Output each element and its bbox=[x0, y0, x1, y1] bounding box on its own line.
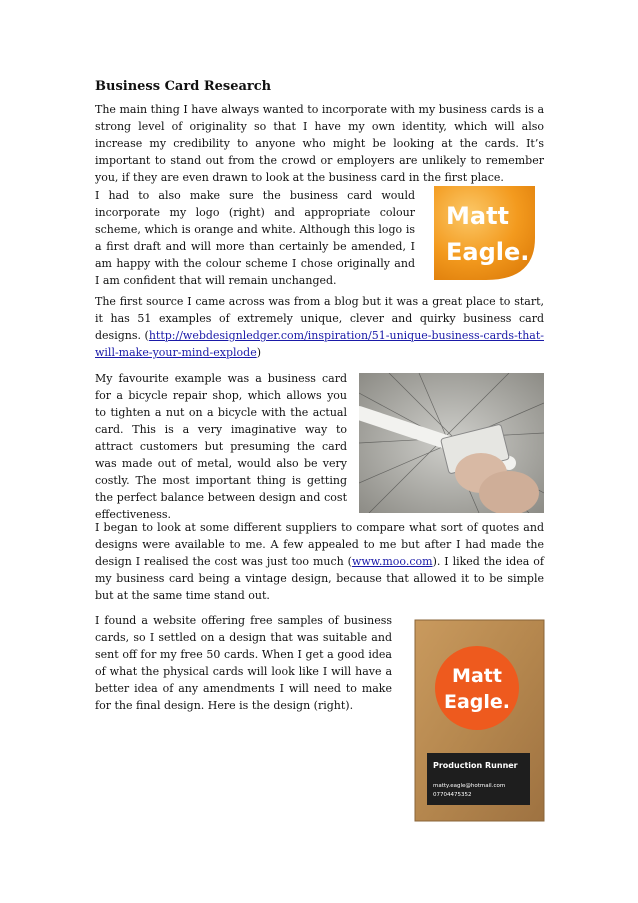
paragraph-bicycle-example: My favourite example was a business card for a bicycle repair shop, which allows you to tighten a nut on a bicycle with the actual card. This is a very imaginative way to attract customers but presuming the card was made out of metal, would also be very costly. The most important thing is getting the perfect balance between design and cost effectiveness. bbox=[95, 372, 347, 521]
blog-source-link[interactable]: http://webdesignledger.com/inspiration/51-unique-business-cards-that-will-make-your-mind-explode bbox=[95, 329, 544, 359]
suppliers-end: ). I liked the idea of my business card being a vintage design, because that allowed it to be simple but at the same time stand out. bbox=[95, 555, 544, 602]
business-card-design-photo bbox=[413, 618, 546, 823]
card-role: Production Runner bbox=[433, 761, 518, 770]
suppliers-text: I began to look at some different suppliers to compare what sort of quotes and designs were available to me. A few appealed to me but after I had made the design I realised the cost was just too much ( bbox=[95, 521, 544, 568]
moo-link[interactable]: www.moo.com bbox=[351, 555, 433, 568]
card-text-line2: Eagle. bbox=[443, 691, 511, 713]
logo-text-line2: Eagle. bbox=[446, 238, 530, 266]
paragraph-free-samples: I found a website offering free samples of business cards, so I settled on a design that was suitable and sent off for my free 50 cards. When I get a good idea of what the physical cards will look like I will have a better idea of any amendments I will need to make for the final design. Here is the design (right). bbox=[95, 614, 392, 712]
blog-source-end: ) bbox=[256, 346, 261, 359]
logo-text-line1: Matt bbox=[446, 202, 510, 230]
matt-eagle-logo bbox=[426, 178, 543, 288]
paragraph-blog-source bbox=[95, 293, 544, 361]
card-text-line1: Matt bbox=[452, 665, 502, 687]
paragraph-intro: The main thing I have always wanted to incorporate with my business cards is a strong level of originality so that I have my own identity, which will also increase my credibility to anyone who might be looking at the cards. It’s important to stand out from the crowd or employers are unlikely to remember you, if they are even drawn to look at the business card in the first place. bbox=[95, 103, 544, 184]
blog-source-text: The first source I came across was from a blog but it was a great place to start, it has 51 examples of extremely unique, clever and quirky business card designs. ( bbox=[95, 295, 544, 342]
card-phone: 07704475352 bbox=[433, 792, 472, 798]
page-title: Business Card Research bbox=[95, 79, 272, 94]
paragraph-suppliers bbox=[95, 519, 544, 604]
bicycle-card-photo bbox=[359, 373, 544, 513]
card-email: matty.eagle@hotmail.com bbox=[433, 783, 506, 789]
paragraph-logo: I had to also make sure the business card would incorporate my logo (right) and appropriate colour scheme, which is orange and white. Although this logo is a first draft and will more than certainly be amended, I am happy with the colour scheme I chose originally and I am confident that will remain unchanged. bbox=[95, 189, 415, 287]
